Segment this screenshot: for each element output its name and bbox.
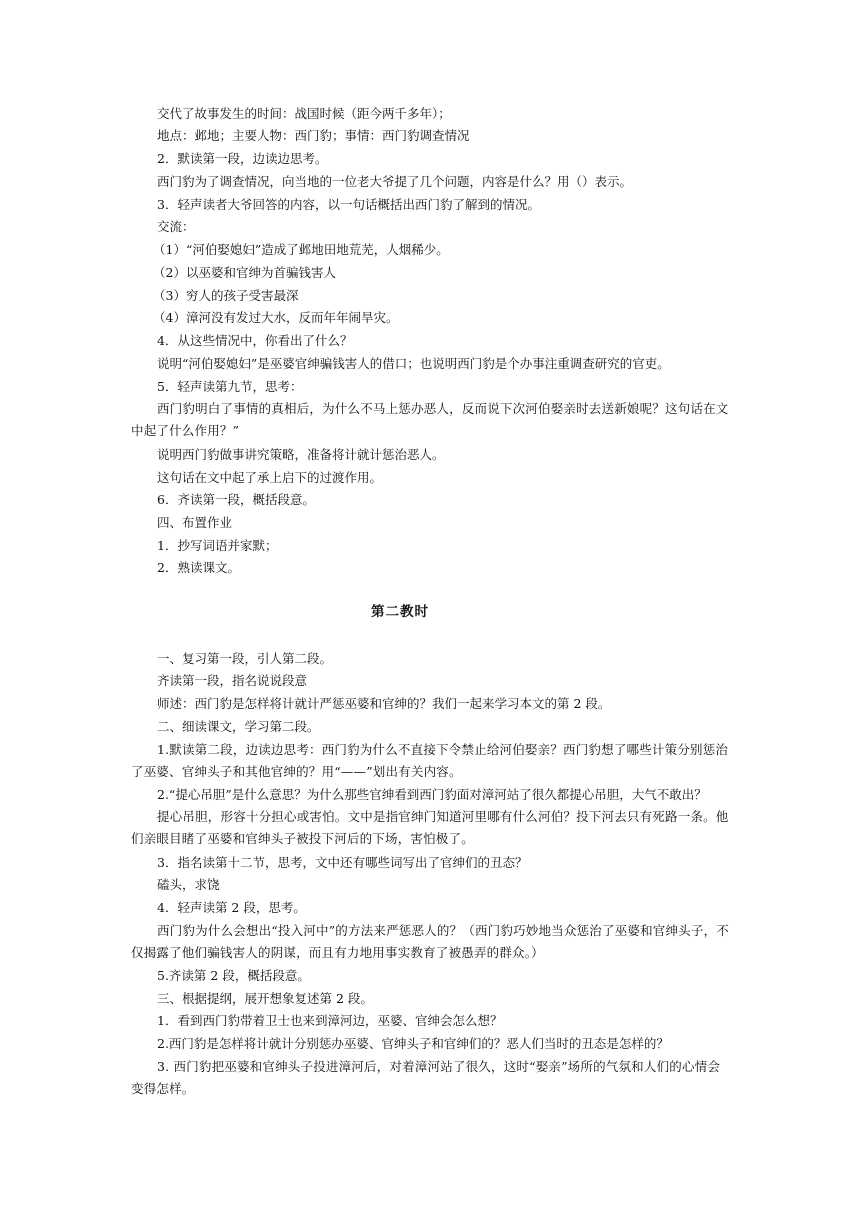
paragraph: 5．轻声读第九节，思考： [157,379,303,394]
list-item: （1）“河伯娶媳妇”造成了邺地田地荒芜，人烟稀少。 [153,242,449,257]
section-heading: 第二教时 [371,604,429,620]
paragraph: 1．看到西门豹带着卫士也来到漳河边，巫婆、官绅会怎么想？ [157,1013,503,1028]
paragraph: 说明西门豹做事讲究策略，准备将计就计惩治恶人。 [157,447,445,462]
paragraph: 交流： [157,219,195,234]
paragraph: 4．轻声读第 2 段，思考。 [157,900,306,915]
paragraph: 一、复习第一段，引人第二段。 [157,651,333,666]
paragraph: 2．默读第一段，边读边思考。 [157,151,328,166]
paragraph: 3. 西门豹把巫婆和官绅头子投进漳河后，对着漳河站了很久，这时“娶亲”场所的气氛和人们的心情会变得怎样。 [131,1059,721,1097]
paragraph: 4．从这些情况中，你看出了什么？ [157,333,353,348]
list-item: （2）以巫婆和官绅为首骗钱害人 [153,265,336,280]
list-item: （3）穷人的孩子受害最深 [153,288,299,303]
paragraph: 2.“提心吊胆”是什么意思？为什么那些官绅看到西门豹面对漳河站了很久都提心吊胆，大气不敢出？ [157,787,707,802]
paragraph: 1．抄写词语并家默； [157,538,278,553]
paragraph: 3．指名读第十二节，思考，文中还有哪些词写出了官绅们的丑态？ [157,855,528,870]
paragraph: 5.齐读第 2 段，概括段意。 [157,968,310,983]
paragraph: 西门豹为了调查情况，向当地的一位老大爷提了几个问题，内容是什么？用（）表示。 [157,174,633,189]
paragraph: 四、布置作业 [157,515,233,530]
paragraph: 西门豹明白了事情的真相后，为什么不马上惩办恶人，反而说下次河伯娶亲时去送新娘呢？这句话在文中起了什么作用？” [131,401,729,439]
paragraph: 1.默读第二段，边读边思考：西门豹为什么不直接下令禁止给河伯娶亲？西门豹想了哪些计策分别惩治了巫婆、官绅头子和其他官绅的？用“——”划出有关内容。 [131,742,729,780]
list-item: （4）漳河没有发过大水，反而年年闹旱灾。 [153,310,399,325]
paragraph: 磕头，求饶 [157,877,220,892]
paragraph: 3．轻声读者大爷回答的内容，以一句话概括出西门豹了解到的情况。 [157,197,540,212]
paragraph: 地点：邺地；主要人物：西门豹；事情：西门豹调查情况 [157,128,470,143]
paragraph: 三、根据提纲，展开想象复述第 2 段。 [157,991,373,1006]
paragraph: 2．熟读课文。 [157,560,240,575]
paragraph: 说明“河伯娶媳妇”是巫婆官绅骗钱害人的借口；也说明西门豹是个办事注重调查研究的官吏。 [157,356,670,371]
paragraph: 西门豹为什么会想出“投入河中”的方法来严惩恶人的？（西门豹巧妙地当众惩治了巫婆和官绅头子，不仅揭露了他们骗钱害人的阴谋，而且有力地用事实教育了被愚弄的群众。） [131,923,729,961]
paragraph: 交代了故事发生的时间：战国时候（距今两千多年）； [157,106,451,121]
paragraph: 提心吊胆，形容十分担心或害怕。文中是指官绅门知道河里哪有什么河伯？投下河去只有死路一条。他们亲眼目睹了巫婆和官绅头子被投下河后的下场，害怕极了。 [131,809,729,847]
paragraph: 齐读第一段，指名说说段意 [157,673,308,688]
paragraph: 2.西门豹是怎样将计就计分别惩办巫婆、官绅头子和官绅们的？恶人们当时的丑态是怎样的？ [157,1036,669,1051]
paragraph: 二、细读课文，学习第二段。 [157,719,320,734]
paragraph: 师述：西门豹是怎样将计就计严惩巫婆和官绅的？我们一起来学习本文的第 2 段。 [157,696,611,711]
paragraph: 这句话在文中起了承上启下的过渡作用。 [157,470,383,485]
paragraph: 6．齐读第一段，概括段意。 [157,492,315,507]
